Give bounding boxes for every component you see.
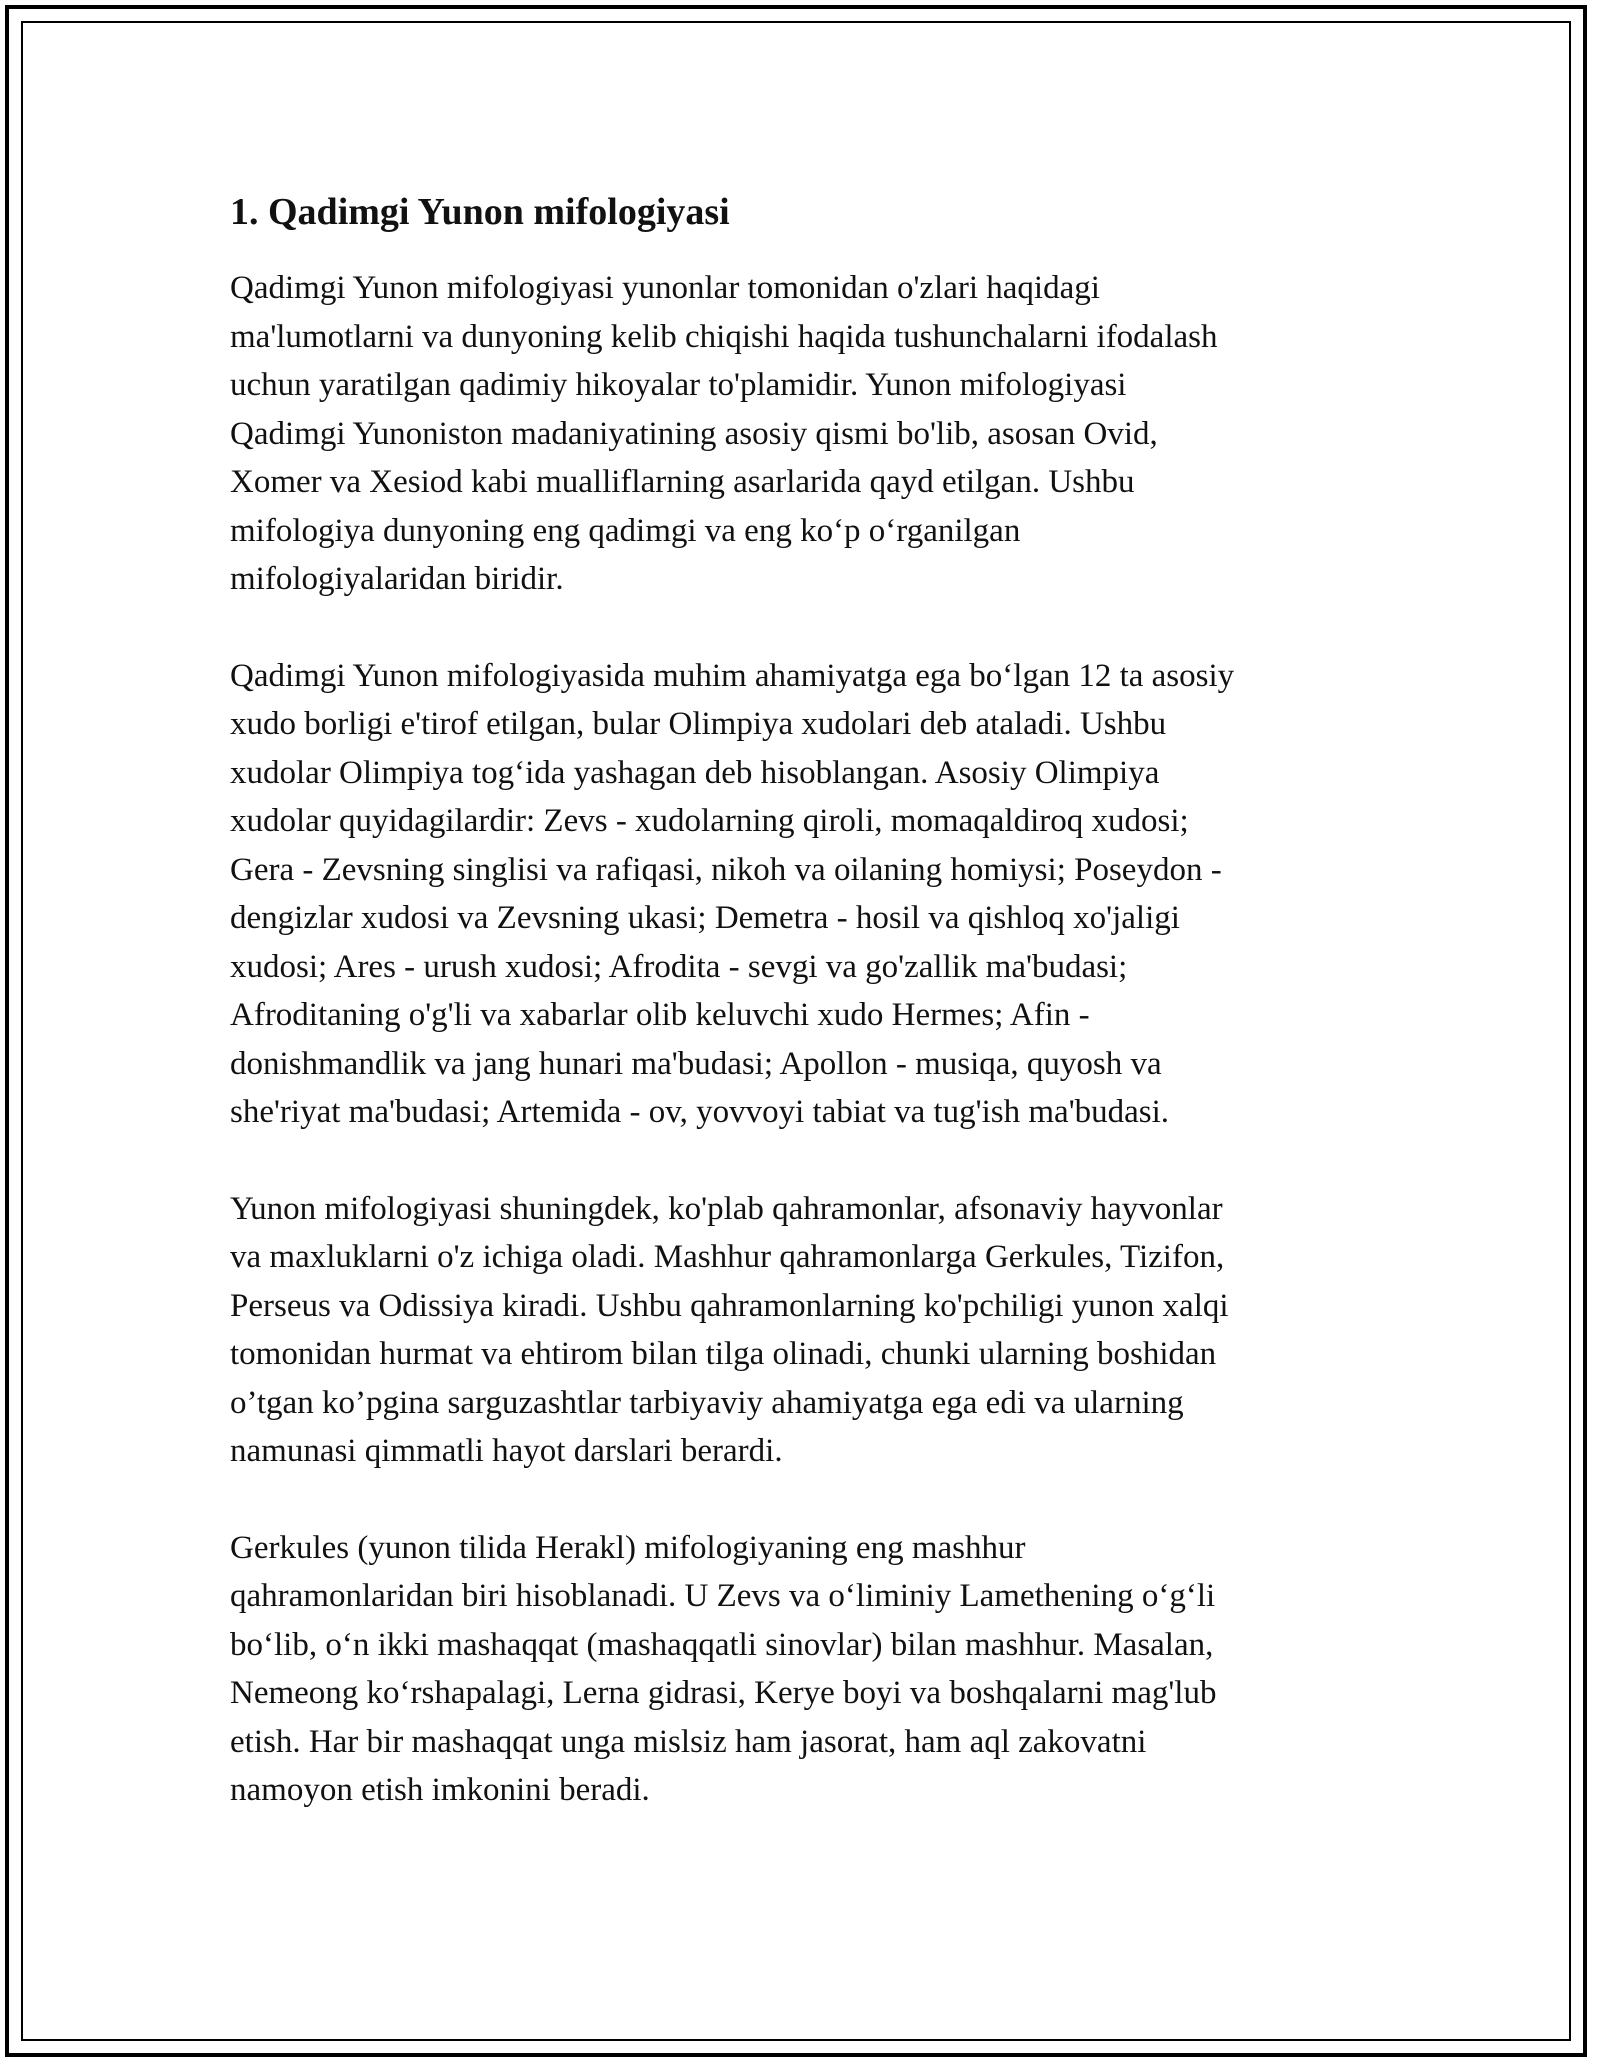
text-line: Gera - Zevsning singlisi va rafiqasi, nikoh va oilaning homiysi; Poseydon - <box>230 851 1222 888</box>
paragraph-2 <box>230 652 1370 1137</box>
text-line: va maxluklarni o'z ichiga oladi. Mashhur qahramonlarga Gerkules, Tizifon, <box>230 1239 1225 1275</box>
text-line: Qadimgi Yunon mifologiyasida muhim ahamiyatga ega boʻlgan 12 ta asosiy <box>230 657 1235 694</box>
text-line: etish. Har bir mashaqqat unga mislsiz ham jasorat, ham aql zakovatni <box>230 1723 1147 1760</box>
text-line: uchun yaratilgan qadimiy hikoyalar to'plamidir. Yunon mifologiyasi <box>230 367 1127 403</box>
text-line: boʻlib, oʻn ikki mashaqqat (mashaqqatli sinovlar) bilan mashhur. Masalan, <box>230 1626 1214 1663</box>
paragraph-3 <box>230 1185 1370 1476</box>
text-line: namunasi qimmatli hayot darslari berardi. <box>230 1433 783 1469</box>
text-line: namoyon etish imkonini beradi. <box>230 1772 650 1808</box>
text-line: Xomer va Xesiod kabi mualliflarning asarlarida qayd etilgan. Ushbu <box>230 464 1135 500</box>
text-line: Qadimgi Yunon mifologiyasi yunonlar tomonidan o'zlari haqidagi <box>230 270 1100 306</box>
document-title: 1. Qadimgi Yunon mifologiyasi <box>230 191 730 233</box>
text-line: mifologiyalaridan biridir. <box>230 561 564 597</box>
text-line: Qadimgi Yunoniston madaniyatining asosiy qismi bo'lib, asosan Ovid, <box>230 415 1158 452</box>
document-content <box>230 188 1370 1863</box>
text-line: Gerkules (yunon tilida Herakl) mifologiyaning eng mashhur <box>230 1529 1026 1566</box>
text-line: Yunon mifologiyasi shuningdek, ko'plab qahramonlar, afsonaviy hayvonlar <box>230 1190 1223 1227</box>
text-line: Nemeong koʻrshapalagi, Lerna gidrasi, Kerye boyi va boshqalarni mag'lub <box>230 1675 1217 1711</box>
text-line: mifologiya dunyoning eng qadimgi va eng koʻp oʻrganilgan <box>230 512 1021 549</box>
text-line: donishmandlik va jang hunari ma'budasi; Apollon - musiqa, quyosh va <box>230 1045 1162 1082</box>
text-line: xudolar Olimpiya togʻida yashagan deb hisoblangan. Asosiy Olimpiya <box>230 754 1160 791</box>
text-line: xudosi; Ares - urush xudosi; Afrodita - sevgi va go'zallik ma'budasi; <box>230 948 1128 985</box>
text-line: tomonidan hurmat va ehtirom bilan tilga olinadi, chunki ularning boshidan <box>230 1336 1217 1372</box>
text-line: dengizlar xudosi va Zevsning ukasi; Demetra - hosil va qishloq xo'jaligi <box>230 900 1180 936</box>
text-line: xudolar quyidagilardir: Zevs - xudolarning qiroli, momaqaldiroq xudosi; <box>230 803 1189 839</box>
paragraph-1 <box>230 264 1370 604</box>
text-line: xudo borligi e'tirof etilgan, bular Olimpiya xudolari deb ataladi. Ushbu <box>230 706 1167 742</box>
text-line: qahramonlaridan biri hisoblanadi. U Zevs va oʻliminiy Lamethening oʻgʻli <box>230 1578 1216 1614</box>
text-line: o’tgan ko’pgina sarguzashtlar tarbiyaviy ahamiyatga ega edi va ularning <box>230 1384 1184 1421</box>
text-line: ma'lumotlarni va dunyoning kelib chiqishi haqida tushunchalarni ifodalash <box>230 318 1218 355</box>
text-line: she'riyat ma'budasi; Artemida - ov, yovvoyi tabiat va tug'ish ma'budasi. <box>230 1094 1170 1130</box>
text-line: Perseus va Odissiya kiradi. Ushbu qahramonlarning ko'pchiligi yunon xalqi <box>230 1287 1229 1324</box>
paragraph-4 <box>230 1524 1370 1815</box>
text-line: Afroditaning o'g'li va xabarlar olib keluvchi xudo Hermes; Afin - <box>230 997 1090 1033</box>
